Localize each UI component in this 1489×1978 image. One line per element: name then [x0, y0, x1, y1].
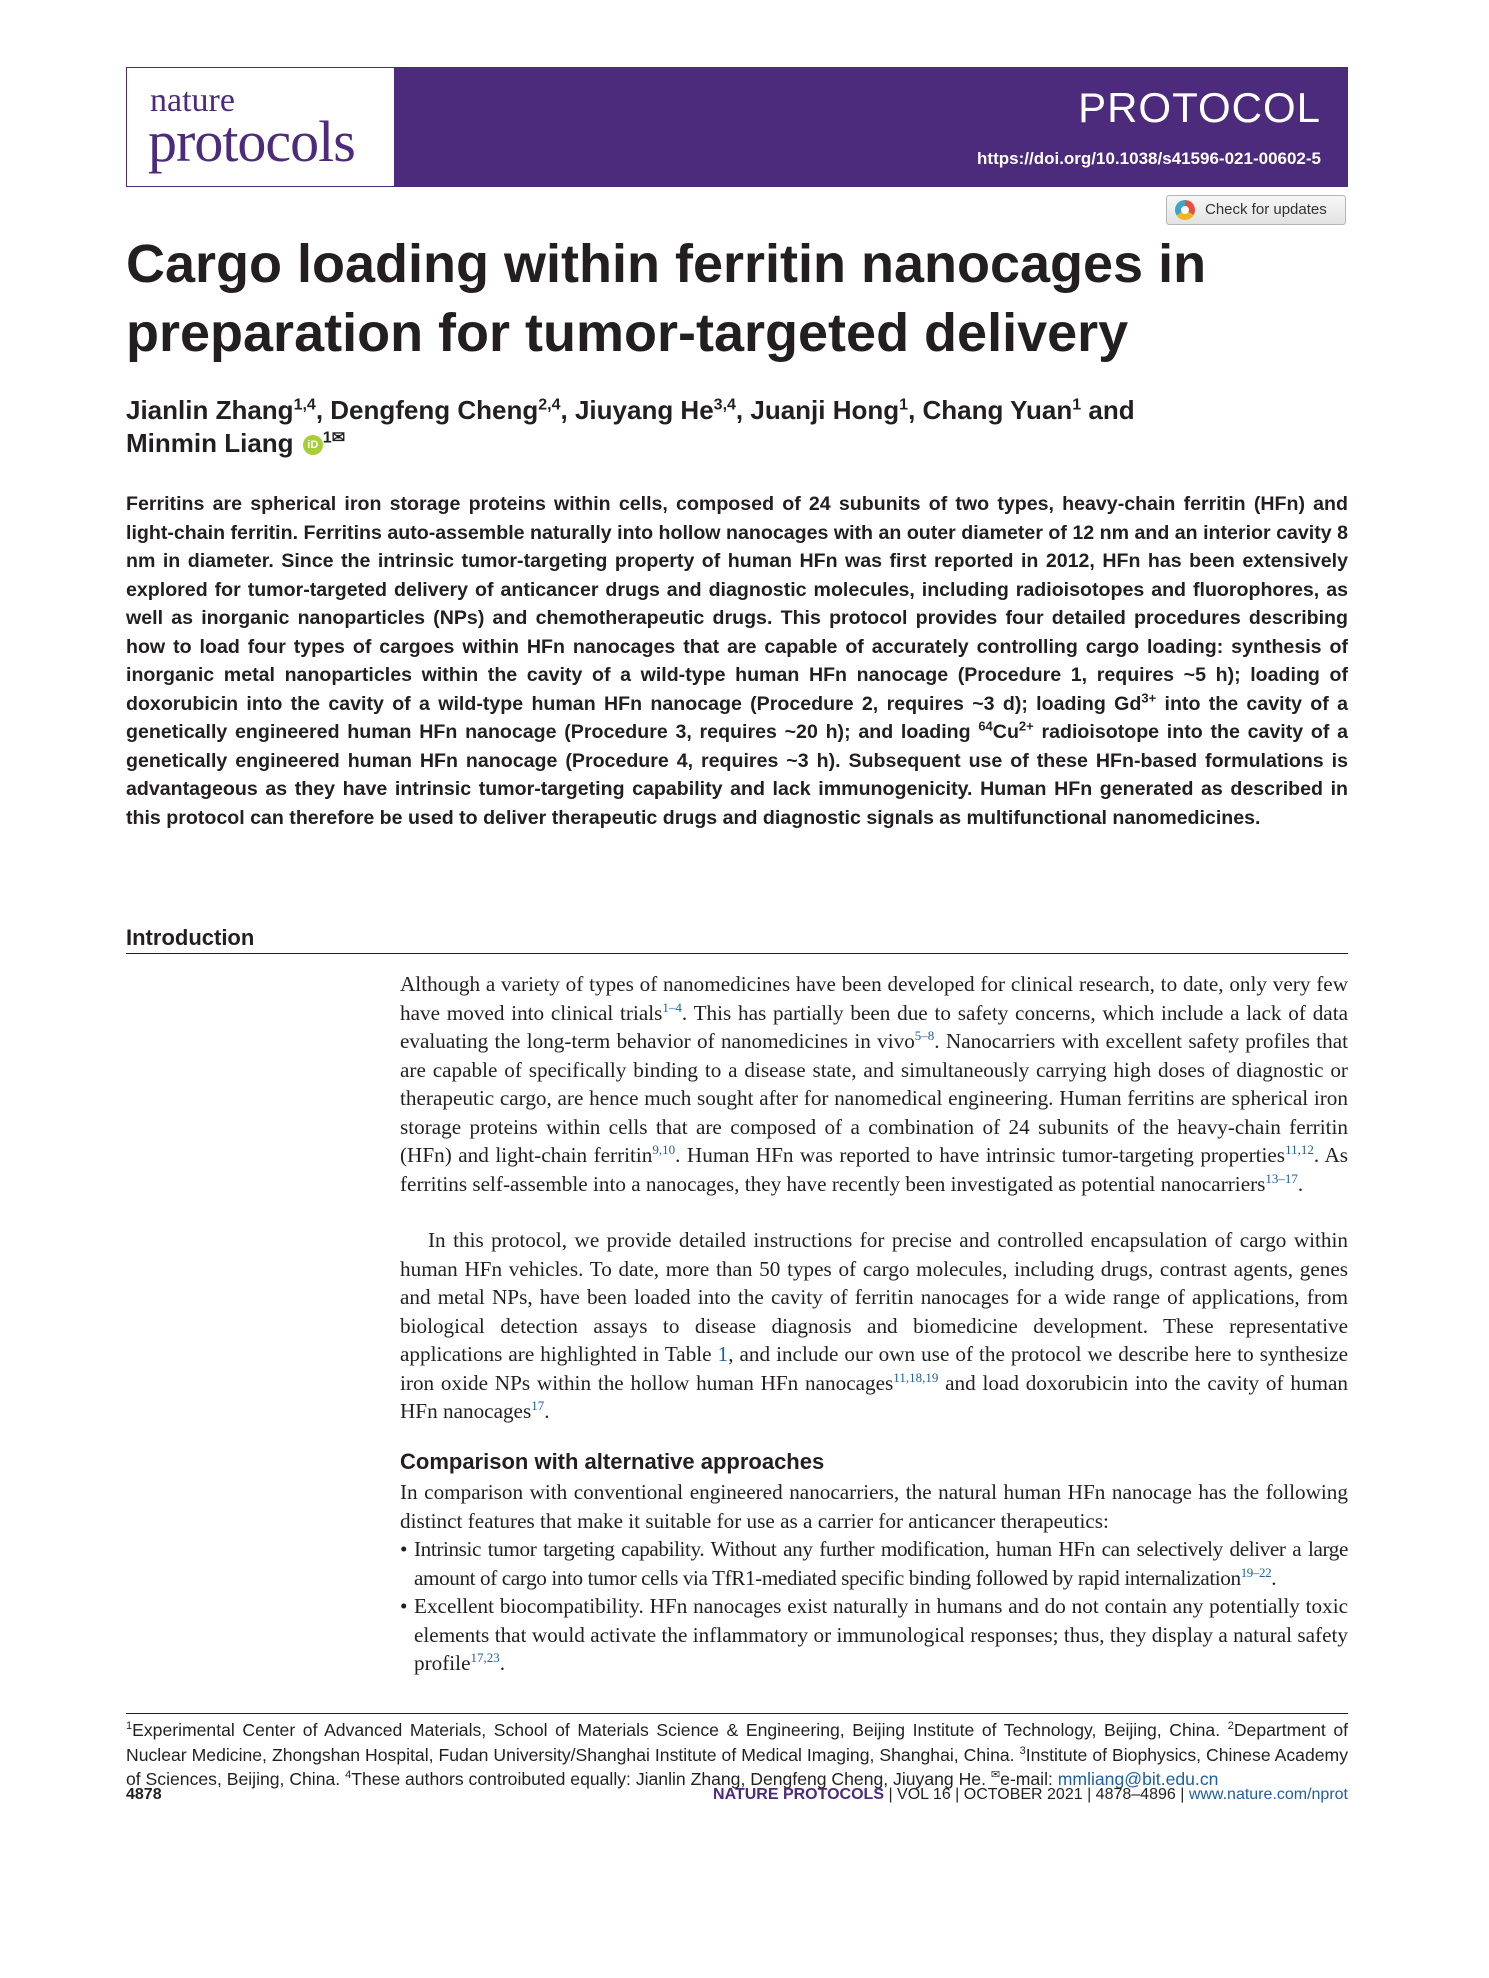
body-paragraph — [400, 970, 1348, 1198]
mail-icon: ✉ — [990, 1769, 1001, 1782]
body-paragraph: In comparison with conventional engineered nanocarriers, the natural human HFn nanocage has the following distinct features that make it suitable for use as a carrier for anticancer therapeutics: — [400, 1480, 1348, 1533]
body-paragraph — [400, 1226, 1348, 1426]
affiliation-marker: 2 — [1227, 1720, 1234, 1733]
affiliation-text: Department of Nuclear Medicine, Zhongshan Hospital, Fudan University/Shanghai Institute of Medical Imaging, Shanghai, China. — [126, 1720, 1349, 1765]
affiliation-text: Experimental Center of Advanced Materials, School of Materials Science & Engineering, Beijing Institute of Technology, Beijing, China. — [132, 1720, 1228, 1740]
citation-link[interactable]: 1–4 — [662, 999, 682, 1015]
author-separator: and — [1081, 395, 1135, 425]
citation-link[interactable]: 17,23 — [470, 1649, 500, 1665]
volume-info: | VOL 16 | OCTOBER 2021 | 4878–4896 | — [884, 1786, 1189, 1803]
author-name[interactable]: , Dengfeng Cheng — [315, 395, 539, 425]
email-link[interactable]: mmliang@bit.edu.cn — [1057, 1769, 1219, 1789]
superscript: 3+ — [1141, 689, 1157, 705]
email-label: e-mail: — [1000, 1769, 1058, 1789]
author-name[interactable]: , Juanji Hong — [735, 395, 900, 425]
author-list — [126, 394, 1326, 460]
subsection-heading: Comparison with alternative approaches — [400, 1449, 825, 1474]
logo-text-protocols: protocols — [148, 109, 355, 174]
bullet-text: Excellent biocompatibility. HFn nanocages exist naturally in humans and do not contain any potentially toxic elements that would activate the inflammatory or immunological responses; thus, they display a natural safety profile — [414, 1594, 1348, 1675]
running-footer — [713, 1786, 1348, 1804]
citation-link[interactable]: 11,18,19 — [893, 1369, 939, 1385]
author-name[interactable]: Minmin Liang — [126, 428, 294, 458]
article-type-label: PROTOCOL — [1078, 84, 1321, 131]
abstract-text: into the cavity of a genetically engineered human HFn nanocage (Procedure 3, requires ~20 h); and loading — [126, 692, 1349, 743]
abstract-text: Cu — [992, 721, 1019, 743]
abstract — [126, 490, 1348, 832]
paragraph-text: . Human HFn was reported to have intrinsic tumor-targeting properties — [675, 1143, 1286, 1167]
bullet-marker: • — [400, 1594, 408, 1618]
citation-link[interactable]: 17 — [531, 1397, 545, 1413]
affiliation-marker: 1,4 — [293, 396, 316, 414]
crossmark-icon — [1175, 200, 1195, 220]
paragraph-text: . — [544, 1399, 550, 1423]
orcid-icon[interactable]: iD — [303, 435, 323, 455]
bullet-text: . — [499, 1651, 506, 1675]
check-for-updates-label: Check for updates — [1205, 201, 1327, 218]
citation-link[interactable]: 13–17 — [1265, 1170, 1298, 1186]
author-name[interactable]: , Jiuyang He — [560, 395, 714, 425]
bullet-marker: • — [400, 1537, 408, 1561]
bullet-item — [400, 1535, 1348, 1592]
bullet-text: Intrinsic tumor targeting capability. Without any further modification, human HFn can selectively deliver a large amount of cargo into tumor cells via TfR1-mediated specific binding followed by rapid internalization — [414, 1537, 1348, 1590]
mail-icon[interactable]: ✉ — [331, 429, 346, 447]
citation-link[interactable]: 19–22 — [1240, 1564, 1272, 1580]
footnote-divider — [126, 1713, 1348, 1714]
abstract-text: Ferritins are spherical iron storage proteins within cells, composed of 24 subunits of two types, heavy-chain ferritin (HFn) and light-chain ferritin. Ferritins auto-assemble naturally into hollow nanocages with an outer diameter of 12 nm and an interior cavity 8 nm in diameter. Since the intrinsic tumor-targeting property of human HFn was first reported in 2012, HFn has been extensively explored for tumor-targeted delivery of anticancer drugs and diagnostic molecules, including radioisotopes and fluorophores, as well as inorganic nanoparticles (NPs) and chemotherapeutic drugs. This protocol provides four detailed procedures describing how to load four types of cargoes within HFn nanocages that are capable of accurately controlling cargo loading: synthesis of inorganic metal nanoparticles within the cavity of a wild-type human HFn nanocage (Procedure 1, requires ~5 h); loading of doxorubicin into the cavity of a wild-type human HFn nanocage (Procedure 2, requires ~3 d); loading Gd — [126, 493, 1348, 715]
affiliation-text: Institute of Biophysics, Chinese Academy of Sciences, Beijing, China. — [126, 1744, 1348, 1789]
page-number: 4878 — [126, 1786, 162, 1803]
paragraph-text: In this protocol, we provide detailed instructions for precise and controlled encapsulation of cargo within human HFn vehicles. To date, more than 50 types of cargo molecules, including drugs, contrast agents, genes and metal NPs, have been loaded into the cavity of ferritin nanocages for a wide range of applications, from biological detection assays to disease diagnosis and biomedicine development. These representative applications are highlighted in Table — [400, 1228, 1348, 1366]
affiliation-marker: 1 — [1072, 396, 1082, 414]
paragraph-text: . As ferritins self-assemble into a nanocages, they have recently been investigated as potential nanocarriers — [400, 1143, 1348, 1196]
abstract-text: radioisotope into the cavity of a genetically engineered human HFn nanocage (Procedure 4, requires ~3 h). Subsequent use of these HFn-based formulations is advantageous as they have intrinsic tumor-targeting capability and lack immunogenicity. Human HFn generated as described in this protocol can therefore be used to deliver therapeutic drugs and diagnostic signals as multifunctional nanomedicines. — [126, 721, 1349, 829]
bullet-item — [400, 1592, 1348, 1678]
affiliations-footnote — [126, 1718, 1348, 1792]
affiliation-marker: 4 — [345, 1769, 352, 1782]
citation-link[interactable]: 5–8 — [914, 1027, 935, 1043]
affiliation-marker: 3,4 — [713, 396, 736, 414]
table-link[interactable]: 1 — [717, 1342, 729, 1366]
paragraph-text: . — [1297, 1171, 1304, 1196]
citation-link[interactable]: 11,12 — [1285, 1141, 1314, 1157]
superscript: 64 — [978, 718, 993, 734]
journal-url-link[interactable]: www.nature.com/nprot — [1188, 1786, 1348, 1803]
bullet-text: . — [1271, 1565, 1277, 1590]
journal-name: NATURE PROTOCOLS — [713, 1786, 884, 1803]
author-name[interactable]: Jianlin Zhang — [126, 395, 294, 425]
affiliation-marker: 3 — [1019, 1744, 1026, 1757]
affiliation-marker: 2,4 — [538, 396, 561, 414]
citation-link[interactable]: 9,10 — [652, 1141, 676, 1157]
check-for-updates-button[interactable] — [1166, 195, 1346, 225]
section-divider — [126, 953, 1348, 954]
paragraph-text: . This has partially been due to safety concerns, which include a lack of data evaluating the long-term behavior of nanomedicines in vivo — [400, 1000, 1348, 1053]
affiliation-marker: 1 — [899, 396, 909, 414]
affiliation-text: These authors controibuted equally: Jianlin Zhang, Dengfeng Cheng, Jiuyang He. — [351, 1769, 991, 1789]
paragraph-text: Although a variety of types of nanomedicines have been developed for clinical research, to date, only very few have moved into clinical trials — [400, 972, 1348, 1025]
author-name[interactable]: , Chang Yuan — [908, 395, 1073, 425]
article-title: Cargo loading within ferritin nanocages in preparation for tumor-targeted delivery — [126, 234, 1207, 363]
section-heading-introduction: Introduction — [126, 925, 255, 950]
logo-text-nature: nature — [150, 82, 235, 119]
paragraph-text: and load doxorubicin into the cavity of human HFn nanocages — [400, 1370, 1349, 1423]
superscript: 2+ — [1018, 718, 1034, 734]
doi-link[interactable]: https://doi.org/10.1038/s41596-021-00602-5 — [977, 149, 1321, 168]
paragraph-text: . Nanocarriers with excellent safety profiles that are capable of specifically binding to a disease state, and simultaneously carrying high doses of diagnostic or therapeutic cargo, are hence much sought after for nanomedical engineering. Human ferritins are spherical iron storage proteins within cells that are composed of a combination of 24 subunits of the heavy-chain ferritin (HFn) and light-chain ferritin — [400, 1029, 1349, 1167]
affiliation-marker: 1 — [322, 429, 332, 447]
paragraph-text: , and include our own use of the protocol we describe here to synthesize iron oxide NPs within the hollow human HFn nanocages — [400, 1342, 1348, 1395]
affiliation-marker: 1 — [126, 1720, 133, 1733]
